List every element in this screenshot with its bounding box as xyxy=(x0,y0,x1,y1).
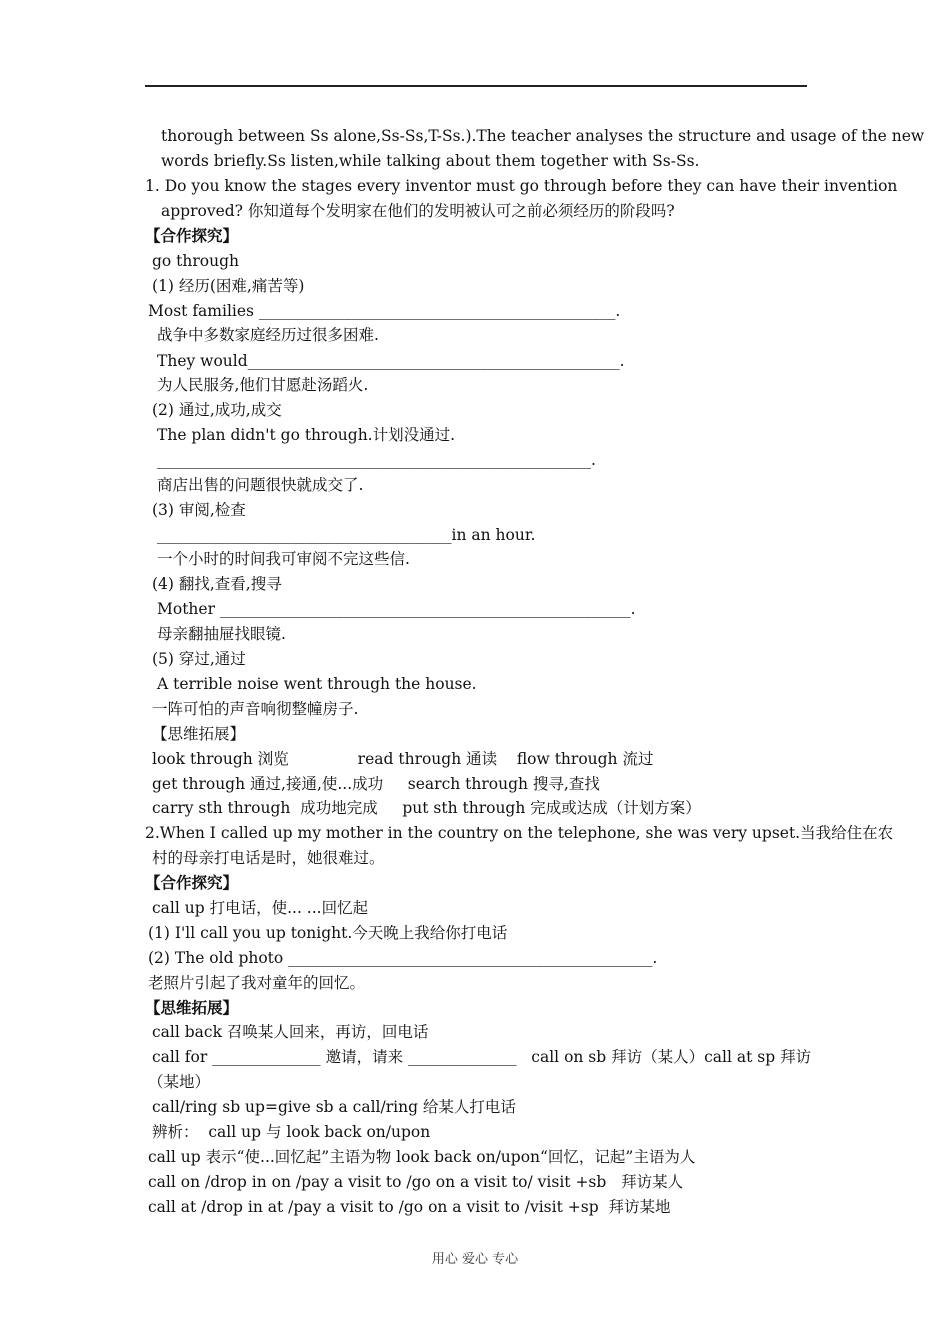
phrase-title: go through xyxy=(152,252,240,270)
text-line: thorough between Ss alone,Ss-Ss,T-Ss.).The teacher analyses the structure and usage of the new xyxy=(161,127,925,145)
text-line: (1) 经历(困难,痛苦等) xyxy=(152,277,305,295)
fill-blank-line: ______________________________________in an hour. xyxy=(157,526,536,544)
header-rule xyxy=(145,85,807,87)
text-line: 一个小时的时间我可审阅不完这些信. xyxy=(157,550,410,568)
text-line: 村的母亲打电话是时，她很难过。 xyxy=(152,849,385,867)
fill-blank-line: call for ______________ 邀请，请来 ______________ call on sb 拜访（某人）call at sp 拜访 xyxy=(152,1048,812,1066)
text-line: 老照片引起了我对童年的回忆。 xyxy=(148,974,366,992)
text-line: get through 通过,接通,使...成功 search through 搜寻,查找 xyxy=(152,775,600,793)
text-line: (1) I'll call you up tonight.今天晚上我给你打电话 xyxy=(148,924,508,942)
text-line: call/ring sb up=give sb a call/ring 给某人打电话 xyxy=(152,1098,516,1116)
section-heading: 【思维拓展】 xyxy=(152,725,246,743)
text-line: 辨析： call up 与 look back on/upon xyxy=(152,1123,431,1141)
page-footer: 用心 爱心 专心 xyxy=(431,1252,519,1267)
fill-blank-line: They would________________________________________________. xyxy=(157,352,625,370)
section-heading: 【合作探究】 xyxy=(145,873,239,892)
question-2: 2.When I called up my mother in the country on the telephone, she was very upset.当我给住在农 xyxy=(145,824,894,842)
fill-blank-line: ________________________________________________________. xyxy=(157,451,596,469)
text-line: (4) 翻找,查看,搜寻 xyxy=(152,575,282,593)
text-line: 一阵可怕的声音响彻整幢房子. xyxy=(152,700,359,718)
text-line: The plan didn't go through.计划没通过. xyxy=(157,426,456,444)
phrase-title: call up 打电话，使... ...回忆起 xyxy=(152,899,369,917)
section-heading: 【合作探究】 xyxy=(145,226,239,245)
text-line: (2) 通过,成功,成交 xyxy=(152,401,282,419)
text-line: call at /drop in at /pay a visit to /go on a visit to /visit +sp 拜访某地 xyxy=(148,1198,671,1216)
text-line: 战争中多数家庭经历过很多困难. xyxy=(157,326,379,344)
text-line: (3) 审阅,检查 xyxy=(152,501,246,519)
text-line: 商店出售的问题很快就成交了. xyxy=(157,476,364,494)
fill-blank-line: Most families ______________________________________________. xyxy=(148,302,621,320)
fill-blank-line: (2) The old photo _______________________________________________. xyxy=(148,949,658,967)
text-line: approved? 你知道每个发明家在他们的发明被认可之前必须经历的阶段吗? xyxy=(161,202,675,220)
section-heading: 【思维拓展】 xyxy=(145,998,239,1017)
text-line: 为人民服务,他们甘愿赴汤蹈火. xyxy=(157,376,369,394)
text-line: （某地） xyxy=(148,1073,211,1091)
text-line: 母亲翻抽屉找眼镜. xyxy=(157,625,286,643)
text-line: call up 表示“使...回忆起”主语为物 look back on/upon“回忆，记起”主语为人 xyxy=(148,1148,696,1166)
text-line: call back 召唤某人回来，再访，回电话 xyxy=(152,1023,429,1041)
text-line: call on /drop in on /pay a visit to /go on a visit to/ visit +sb 拜访某人 xyxy=(148,1173,684,1191)
fill-blank-line: Mother _____________________________________________________. xyxy=(157,600,636,618)
question-1: 1. Do you know the stages every inventor must go through before they can have their invention xyxy=(145,177,898,195)
text-line: (5) 穿过,通过 xyxy=(152,650,246,668)
text-line: words briefly.Ss listen,while talking about them together with Ss-Ss. xyxy=(161,152,700,170)
text-line: carry sth through 成功地完成 put sth through 完成或达成（计划方案） xyxy=(152,799,701,817)
text-line: look through 浏览 read through 通读 flow through 流过 xyxy=(152,750,654,768)
text-line: A terrible noise went through the house. xyxy=(157,675,477,693)
